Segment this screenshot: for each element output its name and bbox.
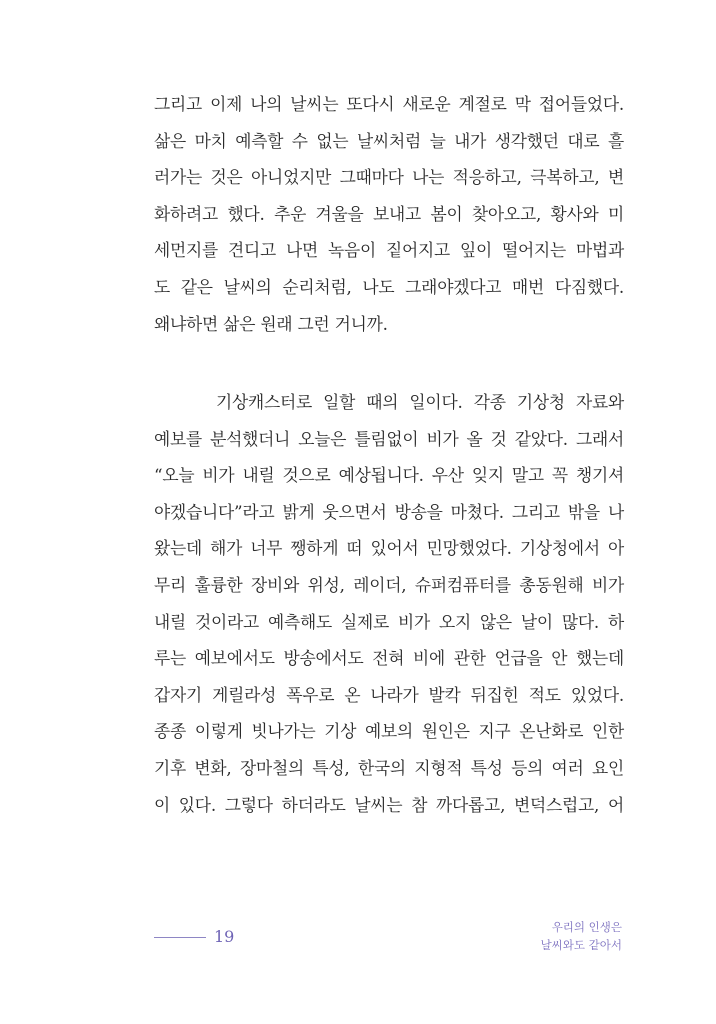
running-title-line: 우리의 인생은 <box>551 920 622 934</box>
text-line: 기후 변화, 장마철의 특성, 한국의 지형적 특성 등의 여러 요인 <box>154 757 624 778</box>
text-line: 화하려고 했다. 추운 겨울을 보내고 봄이 찾아오고, 황사와 미 <box>154 203 624 224</box>
text-line: 예보를 분석했더니 오늘은 틀림없이 비가 올 것 같았다. 그래서 <box>154 428 624 449</box>
text-line: 루는 예보에서도 방송에서도 전혀 비에 관한 언급을 안 했는데 <box>154 648 624 669</box>
text-line: 세먼지를 견디고 나면 녹음이 짙어지고 잎이 떨어지는 마법과 <box>154 240 624 261</box>
text-line: 왔는데 해가 너무 쨍하게 떠 있어서 민망했었다. 기상청에서 아 <box>154 538 624 559</box>
paragraph-2 <box>154 384 624 823</box>
text-line: 삶은 마치 예측할 수 없는 날씨처럼 늘 내가 생각했던 대로 흘 <box>154 130 624 151</box>
text-line: 내릴 것이라고 예측해도 실제로 비가 오지 않은 날이 많다. 하 <box>154 611 624 632</box>
text-line: “오늘 비가 내릴 것으로 예상됩니다. 우산 잊지 말고 꼭 챙기셔 <box>154 465 624 486</box>
page-number: 19 <box>214 927 235 946</box>
text-line: 이 있다. 그렇다 하더라도 날씨는 참 까다롭고, 변덕스럽고, 어 <box>154 794 624 815</box>
text-line: 러가는 것은 아니었지만 그때마다 나는 적응하고, 극복하고, 변 <box>154 167 624 188</box>
running-title <box>541 918 622 954</box>
footer-rule <box>154 937 206 938</box>
text-line: 야겠습니다”라고 밝게 웃으면서 방송을 마쳤다. 그리고 밖을 나 <box>154 501 624 522</box>
text-line: 무리 훌륭한 장비와 위성, 레이더, 슈퍼컴퓨터를 총동원해 비가 <box>154 574 624 595</box>
text-line: 왜냐하면 삶은 원래 그런 거니까. <box>154 313 388 334</box>
text-line: 기상캐스터로 일할 때의 일이다. 각종 기상청 자료와 <box>216 392 624 412</box>
text-line: 도 같은 날씨의 순리처럼, 나도 그래야겠다고 매번 다짐했다. <box>154 276 624 297</box>
paragraph-1 <box>154 86 624 342</box>
running-title-line: 날씨와도 같아서 <box>540 938 622 952</box>
text-line: 갑자기 게릴라성 폭우로 온 나라가 발칵 뒤집힌 적도 있었다. <box>154 684 624 705</box>
text-line: 종종 이렇게 빗나가는 기상 예보의 원인은 지구 온난화로 인한 <box>154 721 624 742</box>
text-line: 그리고 이제 나의 날씨는 또다시 새로운 계절로 막 접어들었다. <box>154 94 624 114</box>
